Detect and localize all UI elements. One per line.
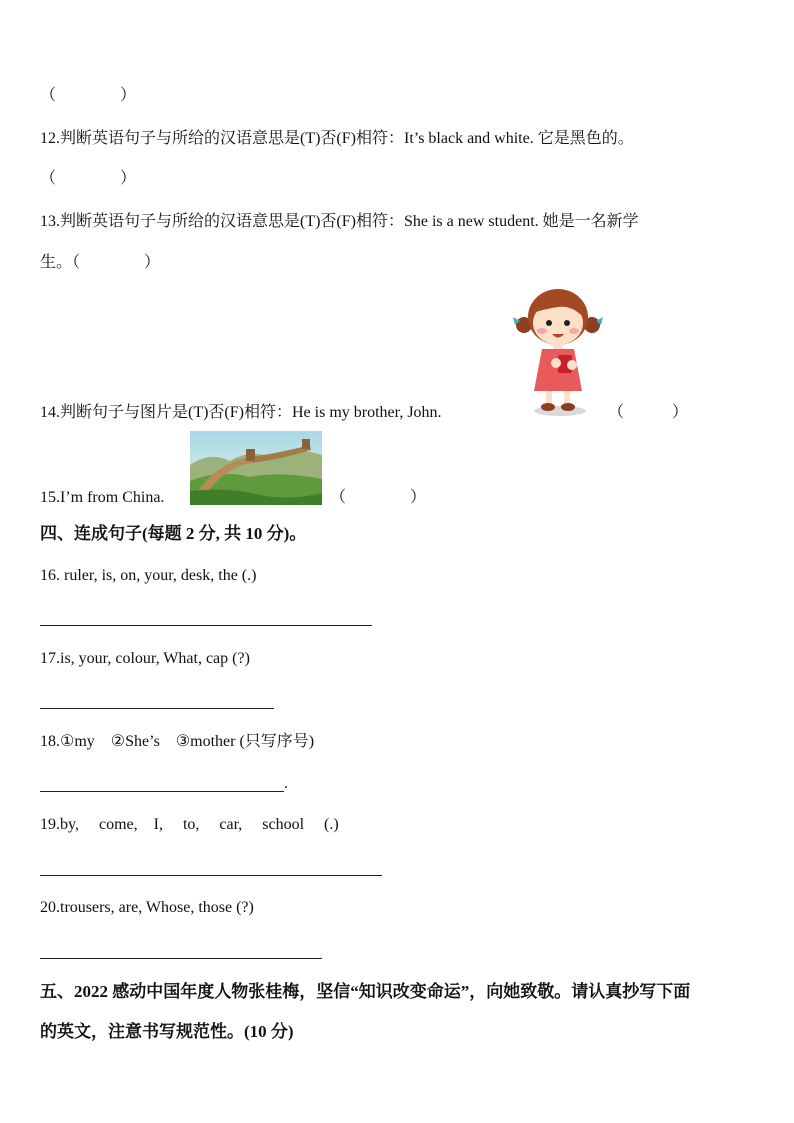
q13-text-line1: 13.判断英语句子与所给的汉语意思是(T)否(F)相符：She is a new student. 她是一名新学 — [40, 213, 639, 230]
q20-answer-line[interactable] — [40, 958, 322, 959]
section-4-heading: 四、连成句子(每题 2 分, 共 10 分)。 — [40, 524, 307, 543]
q19-answer-line[interactable] — [40, 875, 382, 876]
q13-text-line2: 生。（ ） — [40, 254, 161, 271]
q18-period: . — [284, 775, 288, 792]
q17-text: 17.is, your, colour, What, cap (?) — [40, 650, 250, 667]
q12-text: 12.判断英语句子与所给的汉语意思是(T)否(F)相符：It’s black and white. 它是黑色的。 — [40, 130, 634, 147]
q16-answer-line[interactable] — [40, 625, 372, 626]
section-5-heading-line1: 五、2022 感动中国年度人物张桂梅，坚信“知识改变命运”，向她致敬。请认真抄写下面 — [40, 982, 691, 1001]
q11-answer-paren: （ ） — [40, 87, 137, 104]
girl-illustration — [512, 283, 604, 418]
q14-answer-paren: （ ） — [608, 404, 689, 421]
section-5-heading-line2: 的英文，注意书写规范性。(10 分) — [40, 1022, 294, 1041]
q17-answer-line[interactable] — [40, 708, 274, 709]
q16-text: 16. ruler, is, on, your, desk, the (.) — [40, 567, 257, 584]
q19-text: 19.by, come, I, to, car, school (.) — [40, 816, 339, 833]
q14-text: 14.判断句子与图片是(T)否(F)相符：He is my brother, John. — [40, 404, 442, 421]
q18-answer-line[interactable] — [40, 791, 284, 792]
q18-text: 18.①my ②She’s ③mother (只写序号) — [40, 733, 315, 750]
q20-text: 20.trousers, are, Whose, those (?) — [40, 899, 254, 916]
q12-answer-paren: （ ） — [40, 170, 137, 187]
q15-answer-paren: （ ） — [330, 489, 427, 506]
great-wall-picture — [190, 431, 322, 505]
q15-text: 15.I’m from China. — [40, 489, 165, 506]
